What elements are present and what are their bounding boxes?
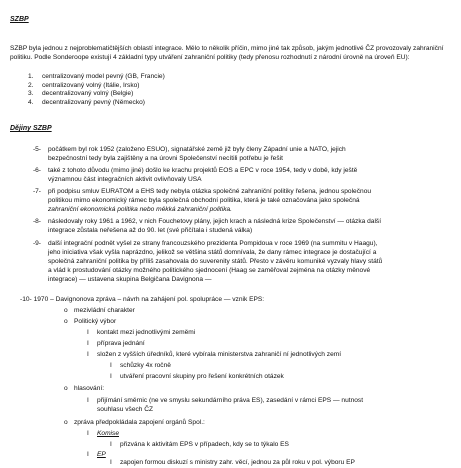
outline-item: I přijímání směrnic (ne ve smyslu sekundárního práva ES), zasedání v rámci EPS — nutnost <box>87 397 364 404</box>
item-marker: -7- <box>32 188 41 195</box>
section-heading-history: Dějiny SZBP <box>10 125 52 132</box>
davignon-item: -10- 1970 – Davignonova zpráva – návrh na zahájení pol. spolupráce — vznik EPS: <box>20 296 265 303</box>
outline-item: I Komise <box>87 430 119 437</box>
outline-item: o hlasování: <box>64 385 105 392</box>
intro-paragraph: SZBP byla jednou z nejproblematičtějších oblastí integrace. Mělo to několik příčin, mimo jiné tak způsob, jakým jednotlivé ČZ provozovaly zahraniční politiku. Podle Sonderoope existují 4 základní typy utváření zahraniční politiky (tedy přenosu rozhodnutí z národní úrovně na úroveň EU): <box>10 45 444 61</box>
list-item: 3. decentralizovaný volný (Belgie) <box>28 90 134 98</box>
item-marker: -5- <box>32 146 41 153</box>
outline-item: o Politický výbor <box>64 318 117 325</box>
outline-item: I zapojen formou diskuzí s ministry zahr. věcí, jednou za půl roku v pol. výboru EP <box>110 459 355 466</box>
outline-item: o zpráva předpokládala zapojení orgánů Spol.: <box>64 419 205 426</box>
list-item: 2. centralizovaný volný (Itálie, Irsko) <box>28 81 140 89</box>
item-marker: -9- <box>32 240 41 247</box>
outline-item: I přizvána k aktivitám EPS v případech, kdy se to týkalo ES <box>110 441 289 448</box>
document-page: SZBP SZBP byla jednou z nejproblematičtějších oblastí integrace. Mělo to několik příčin, mimo jiné tak způsob, jakým jednotlivé ČZ provozovaly zahraniční politiku. Podle Sonderoope existují 4 základní typy utváření zahraniční politiky (tedy přenosu rozhodnutí z národní úrovně na úroveň EU): 1. centralizovaný model pevný (GB, Francie) 2. centralizovaný volný (Itálie, Irsko) 3. decentralizovaný volný (Belgie) 4. decentralizovaný pevný (Německo) Dějiny SZBP -5- počátkem byl rok 1952 (založeno ESUO), signatářské země již byly členy Západní unie a NATO, jejich bezpečnostní tedy byla zajištěny a na úrovni Společenství necítili potřebu je řešit -6- také z tohoto důvodu (mimo jiné) došlo ke krachu projektů EOS a EPC v roce 1954, tedy v době, kdy ještě významnou část integračních aktivit ovlivňovaly USA -7- při podpisu smluv EURATOM a EHS tedy nebyla otázka společné zahraniční politiky řešena, jednou společnou politikou mimo ekonomický rámec byla společná obchodní politika, která je také označována jako společná zahraniční ekonomická politika nebo měkká zahraniční politika. -8- následovaly roky 1961 a 1962, v nich Fouchetovy plány, jejich krach a následná krize Společenství — otázka další integrace zůstala neřešena až do 90. let (své přičítala i studená válka) -9- další integrační podnět vyšel ze strany francouzského prezidenta Pompidoua v roce 1969 (na summitu v Haagu), jeho iniciativa však vyšla naprázdno, jelikož se většina států domnívala, že dany rámec integrace je dostačující a společná zahraniční politika by příliš zasahovala do suverenity států. Přesto v závěru komuniké vyzvaly hlavy států a vlád k prostudování otázky možného politického sjednocení (Haag se zaměřoval zejména na otázky měnové integrace) — ustavena skupina Belgičana Davignona — -10- 1970 – Davignonova zpráva – návrh na zahájení pol. spolupráce — vznik EPS: o mezivládní charakter o Politický výbor I kontakt mezi jednotlivými zeměmi I příprava jednání I složen z vyšších úředníků, které vybírala ministerstva zahraničí ní jednotlivých zemí I schůzky 4x ročně I utváření pracovní skupiny pro řešení konkrétních otázek o hlasování: I přijímání směrnic (ne ve smyslu sekundárního práva ES), zasedání v rámci EPS — nutnost souhlasu všech ČZ o zpráva předpokládala zapojení orgánů Spol.: I Komise I přizvána k aktivitám EPS v případech, kdy se to týkalo ES I EP I zapojen formou diskuzí s ministry zahr. věcí, jednou za půl roku v pol. výboru EP <box>0 0 461 467</box>
outline-item: I příprava jednání <box>87 340 145 347</box>
outline-item: souhlasu všech ČZ <box>97 406 154 413</box>
outline-item: I utváření pracovní skupiny pro řešení konkrétních otázek <box>110 373 284 380</box>
list-item: 1. centralizovaný model pevný (GB, Francie) <box>28 73 165 80</box>
types-list <box>28 73 165 108</box>
item-marker: -8- <box>32 218 41 225</box>
item-marker: -6- <box>32 167 41 174</box>
outline-item: o mezivládní charakter <box>64 307 135 314</box>
list-item: 4. decentralizovaný pevný (Německo) <box>28 99 145 107</box>
outline-item: I schůzky 4x ročně <box>110 362 171 369</box>
outline-item: I EP <box>87 451 106 458</box>
item-marker: -10- <box>20 296 32 303</box>
document-title: SZBP <box>10 16 29 23</box>
outline-item: I složen z vyšších úředníků, které vybírala ministerstva zahraničí ní jednotlivých zemí <box>87 351 342 358</box>
outline-item: I kontakt mezi jednotlivými zeměmi <box>87 329 196 336</box>
